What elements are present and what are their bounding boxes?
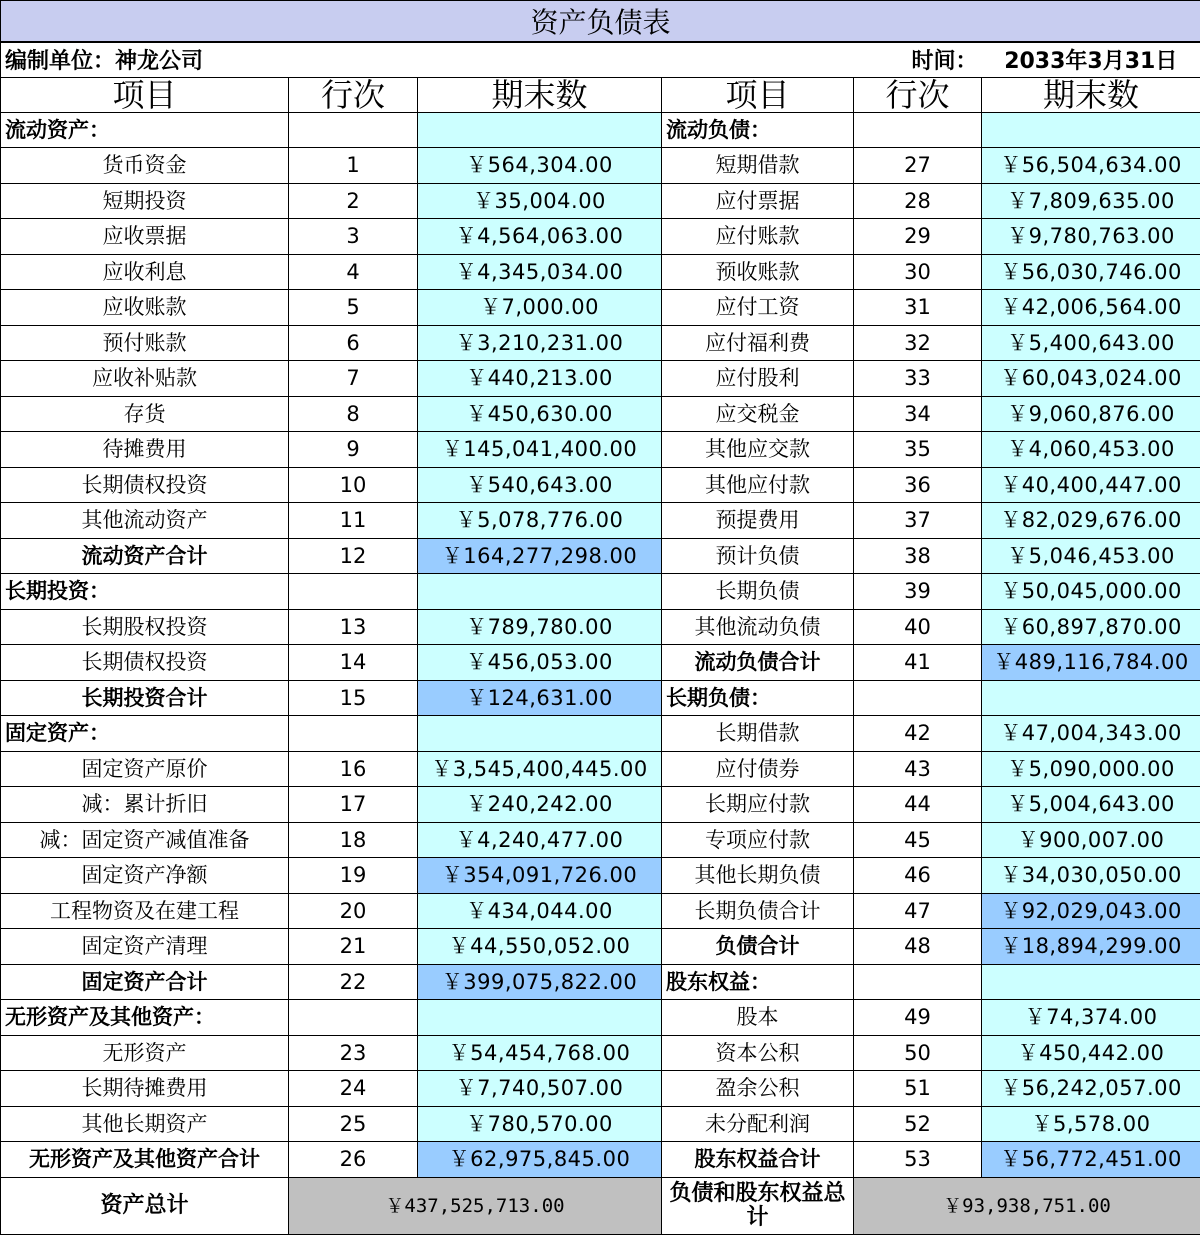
row-number: 31 bbox=[854, 290, 982, 326]
item-name: 流动资产合计 bbox=[1, 538, 289, 574]
item-name: 其他长期负债 bbox=[662, 858, 854, 894]
item-name: 长期股权投资 bbox=[1, 609, 289, 645]
row-number: 33 bbox=[854, 361, 982, 397]
row-number: 29 bbox=[854, 219, 982, 255]
table-row bbox=[1, 645, 1200, 681]
item-name: 应付股利 bbox=[662, 361, 854, 397]
company-label: 编制单位：神龙公司 bbox=[1, 42, 289, 77]
item-name: 应收利息 bbox=[1, 254, 289, 290]
table-row bbox=[1, 361, 1200, 397]
item-name: 资本公积 bbox=[662, 1035, 854, 1071]
period-end-value[interactable]: ￥4,240,477.00 bbox=[418, 822, 662, 858]
table-row bbox=[1, 751, 1200, 787]
table-row bbox=[1, 1106, 1200, 1142]
row-number: 51 bbox=[854, 1071, 982, 1107]
item-name: 盈余公积 bbox=[662, 1071, 854, 1107]
title-row bbox=[1, 1, 1200, 43]
period-end-value[interactable]: ￥564,304.00 bbox=[418, 148, 662, 184]
table-row bbox=[1, 680, 1200, 716]
table-row bbox=[1, 432, 1200, 468]
table-row bbox=[1, 396, 1200, 432]
table-row bbox=[1, 467, 1200, 503]
period-end-value[interactable]: ￥60,043,024.00 bbox=[982, 361, 1200, 397]
table-row bbox=[1, 254, 1200, 290]
period-end-value[interactable]: ￥240,242.00 bbox=[418, 787, 662, 823]
row-number: 36 bbox=[854, 467, 982, 503]
period-end-value[interactable]: ￥3,210,231.00 bbox=[418, 325, 662, 361]
table-row bbox=[1, 1000, 1200, 1036]
item-name: 无形资产及其他资产： bbox=[1, 1000, 289, 1036]
meta-spacer bbox=[418, 42, 662, 77]
period-end-value[interactable]: ￥450,630.00 bbox=[418, 396, 662, 432]
table-row bbox=[1, 1035, 1200, 1071]
date-label: 时间： bbox=[854, 42, 982, 77]
row-number: 25 bbox=[289, 1106, 418, 1142]
period-end-value[interactable] bbox=[982, 112, 1200, 148]
row-number: 41 bbox=[854, 645, 982, 681]
item-name: 减：固定资产减值准备 bbox=[1, 822, 289, 858]
row-number: 37 bbox=[854, 503, 982, 539]
row-number: 53 bbox=[854, 1142, 982, 1178]
row-number: 3 bbox=[289, 219, 418, 255]
row-number: 24 bbox=[289, 1071, 418, 1107]
row-number: 26 bbox=[289, 1142, 418, 1178]
period-end-value[interactable]: ￥42,006,564.00 bbox=[982, 290, 1200, 326]
item-name: 流动负债合计 bbox=[662, 645, 854, 681]
item-name: 流动资产： bbox=[1, 112, 289, 148]
row-number: 9 bbox=[289, 432, 418, 468]
period-end-value[interactable]: ￥434,044.00 bbox=[418, 893, 662, 929]
table-row bbox=[1, 112, 1200, 148]
period-end-value[interactable]: ￥62,975,845.00 bbox=[418, 1142, 662, 1178]
item-name: 减：累计折旧 bbox=[1, 787, 289, 823]
item-name: 固定资产清理 bbox=[1, 929, 289, 965]
row-number: 8 bbox=[289, 396, 418, 432]
row-number: 6 bbox=[289, 325, 418, 361]
item-name: 长期投资： bbox=[1, 574, 289, 610]
period-end-value[interactable]: ￥56,504,634.00 bbox=[982, 148, 1200, 184]
item-name: 股东权益： bbox=[662, 964, 854, 1000]
item-name: 应付福利费 bbox=[662, 325, 854, 361]
item-name: 存货 bbox=[1, 396, 289, 432]
item-name: 预付账款 bbox=[1, 325, 289, 361]
row-number: 42 bbox=[854, 716, 982, 752]
item-name: 固定资产合计 bbox=[1, 964, 289, 1000]
row-number: 46 bbox=[854, 858, 982, 894]
row-number bbox=[854, 964, 982, 1000]
period-end-value[interactable]: ￥4,345,034.00 bbox=[418, 254, 662, 290]
row-number bbox=[289, 716, 418, 752]
period-end-value[interactable] bbox=[418, 1000, 662, 1036]
period-end-value[interactable]: ￥7,740,507.00 bbox=[418, 1071, 662, 1107]
item-name: 预提费用 bbox=[662, 503, 854, 539]
item-name: 其他长期资产 bbox=[1, 1106, 289, 1142]
item-name: 工程物资及在建工程 bbox=[1, 893, 289, 929]
period-end-value[interactable]: ￥456,053.00 bbox=[418, 645, 662, 681]
liab-equity-total-label: 负债和股东权益总计 bbox=[662, 1177, 854, 1234]
period-end-value[interactable]: ￥5,078,776.00 bbox=[418, 503, 662, 539]
item-name: 应收补贴款 bbox=[1, 361, 289, 397]
period-end-value[interactable]: ￥440,213.00 bbox=[418, 361, 662, 397]
period-end-value[interactable]: ￥18,894,299.00 bbox=[982, 929, 1200, 965]
row-number: 27 bbox=[854, 148, 982, 184]
row-number: 47 bbox=[854, 893, 982, 929]
period-end-value[interactable]: ￥5,046,453.00 bbox=[982, 538, 1200, 574]
period-end-value[interactable]: ￥489,116,784.00 bbox=[982, 645, 1200, 681]
table-row bbox=[1, 219, 1200, 255]
meta-spacer bbox=[662, 42, 854, 77]
item-name: 长期负债 bbox=[662, 574, 854, 610]
row-number: 7 bbox=[289, 361, 418, 397]
item-name: 预计负债 bbox=[662, 538, 854, 574]
table-row bbox=[1, 574, 1200, 610]
period-end-value[interactable]: ￥7,809,635.00 bbox=[982, 183, 1200, 219]
table-row bbox=[1, 183, 1200, 219]
table-row bbox=[1, 893, 1200, 929]
period-end-value[interactable]: ￥164,277,298.00 bbox=[418, 538, 662, 574]
row-number: 49 bbox=[854, 1000, 982, 1036]
header-row-no-left: 行次 bbox=[289, 77, 418, 112]
item-name: 短期借款 bbox=[662, 148, 854, 184]
row-number: 16 bbox=[289, 751, 418, 787]
row-number: 20 bbox=[289, 893, 418, 929]
item-name: 其他流动资产 bbox=[1, 503, 289, 539]
period-end-value[interactable] bbox=[982, 964, 1200, 1000]
period-end-value[interactable]: ￥354,091,726.00 bbox=[418, 858, 662, 894]
row-number: 12 bbox=[289, 538, 418, 574]
item-name: 长期负债合计 bbox=[662, 893, 854, 929]
row-number: 11 bbox=[289, 503, 418, 539]
row-number: 40 bbox=[854, 609, 982, 645]
row-number: 32 bbox=[854, 325, 982, 361]
period-end-value[interactable]: ￥40,400,447.00 bbox=[982, 467, 1200, 503]
item-name: 其他流动负债 bbox=[662, 609, 854, 645]
row-number: 18 bbox=[289, 822, 418, 858]
item-name: 专项应付款 bbox=[662, 822, 854, 858]
period-end-value[interactable]: ￥5,004,643.00 bbox=[982, 787, 1200, 823]
grand-total-row bbox=[1, 1177, 1200, 1234]
row-number: 1 bbox=[289, 148, 418, 184]
row-number: 38 bbox=[854, 538, 982, 574]
table-row bbox=[1, 609, 1200, 645]
item-name: 其他应交款 bbox=[662, 432, 854, 468]
item-name: 股东权益合计 bbox=[662, 1142, 854, 1178]
row-number: 21 bbox=[289, 929, 418, 965]
item-name: 长期应付款 bbox=[662, 787, 854, 823]
period-end-value[interactable] bbox=[418, 716, 662, 752]
table-row bbox=[1, 1071, 1200, 1107]
period-end-value[interactable]: ￥47,004,343.00 bbox=[982, 716, 1200, 752]
header-value-left: 期末数 bbox=[418, 77, 662, 112]
period-end-value[interactable]: ￥82,029,676.00 bbox=[982, 503, 1200, 539]
item-name: 固定资产原价 bbox=[1, 751, 289, 787]
table-row bbox=[1, 858, 1200, 894]
assets-total-label: 资产总计 bbox=[1, 1177, 289, 1234]
row-number: 52 bbox=[854, 1106, 982, 1142]
period-end-value[interactable]: ￥44,550,052.00 bbox=[418, 929, 662, 965]
period-end-value[interactable]: ￥7,000.00 bbox=[418, 290, 662, 326]
period-end-value[interactable]: ￥540,643.00 bbox=[418, 467, 662, 503]
item-name: 无形资产及其他资产合计 bbox=[1, 1142, 289, 1178]
row-number: 43 bbox=[854, 751, 982, 787]
row-number: 22 bbox=[289, 964, 418, 1000]
row-number: 30 bbox=[854, 254, 982, 290]
table-row bbox=[1, 148, 1200, 184]
period-end-value[interactable]: ￥124,631.00 bbox=[418, 680, 662, 716]
row-number: 45 bbox=[854, 822, 982, 858]
table-row bbox=[1, 1142, 1200, 1178]
header-row bbox=[1, 77, 1200, 112]
item-name: 长期负债： bbox=[662, 680, 854, 716]
item-name: 长期借款 bbox=[662, 716, 854, 752]
liab-equity-total-value: ￥93,938,751.00 bbox=[854, 1177, 1200, 1234]
item-name: 固定资产净额 bbox=[1, 858, 289, 894]
table-row bbox=[1, 325, 1200, 361]
item-name: 待摊费用 bbox=[1, 432, 289, 468]
header-item-left: 项目 bbox=[1, 77, 289, 112]
period-end-value[interactable]: ￥74,374.00 bbox=[982, 1000, 1200, 1036]
period-end-value[interactable]: ￥34,030,050.00 bbox=[982, 858, 1200, 894]
row-number: 2 bbox=[289, 183, 418, 219]
item-name: 应付工资 bbox=[662, 290, 854, 326]
item-name: 负债合计 bbox=[662, 929, 854, 965]
item-name: 无形资产 bbox=[1, 1035, 289, 1071]
table-row bbox=[1, 503, 1200, 539]
row-number bbox=[289, 1000, 418, 1036]
row-number bbox=[854, 112, 982, 148]
period-end-value[interactable]: ￥50,045,000.00 bbox=[982, 574, 1200, 610]
period-end-value[interactable]: ￥780,570.00 bbox=[418, 1106, 662, 1142]
item-name: 应付账款 bbox=[662, 219, 854, 255]
row-number: 15 bbox=[289, 680, 418, 716]
period-end-value[interactable]: ￥60,897,870.00 bbox=[982, 609, 1200, 645]
period-end-value[interactable]: ￥35,004.00 bbox=[418, 183, 662, 219]
period-end-value[interactable] bbox=[418, 112, 662, 148]
row-number: 13 bbox=[289, 609, 418, 645]
period-end-value[interactable]: ￥4,564,063.00 bbox=[418, 219, 662, 255]
table-row bbox=[1, 787, 1200, 823]
table-row bbox=[1, 822, 1200, 858]
period-end-value[interactable]: ￥9,780,763.00 bbox=[982, 219, 1200, 255]
item-name: 固定资产： bbox=[1, 716, 289, 752]
item-name: 应付票据 bbox=[662, 183, 854, 219]
item-name: 长期债权投资 bbox=[1, 467, 289, 503]
period-end-value[interactable]: ￥4,060,453.00 bbox=[982, 432, 1200, 468]
period-end-value[interactable]: ￥9,060,876.00 bbox=[982, 396, 1200, 432]
meta-spacer bbox=[289, 42, 418, 77]
table-row bbox=[1, 964, 1200, 1000]
header-row-no-right: 行次 bbox=[854, 77, 982, 112]
period-end-value[interactable]: ￥56,772,451.00 bbox=[982, 1142, 1200, 1178]
row-number: 5 bbox=[289, 290, 418, 326]
date-value: 2033年3月31日 bbox=[982, 42, 1200, 77]
table-row bbox=[1, 716, 1200, 752]
row-number: 19 bbox=[289, 858, 418, 894]
period-end-value[interactable]: ￥789,780.00 bbox=[418, 609, 662, 645]
period-end-value[interactable] bbox=[418, 574, 662, 610]
period-end-value[interactable]: ￥399,075,822.00 bbox=[418, 964, 662, 1000]
meta-row bbox=[1, 42, 1200, 77]
period-end-value[interactable]: ￥3,545,400,445.00 bbox=[418, 751, 662, 787]
row-number: 50 bbox=[854, 1035, 982, 1071]
item-name: 应付债券 bbox=[662, 751, 854, 787]
row-number: 35 bbox=[854, 432, 982, 468]
period-end-value[interactable]: ￥5,400,643.00 bbox=[982, 325, 1200, 361]
table-row bbox=[1, 929, 1200, 965]
assets-total-value: ￥437,525,713.00 bbox=[289, 1177, 662, 1234]
item-name: 长期待摊费用 bbox=[1, 1071, 289, 1107]
row-number: 14 bbox=[289, 645, 418, 681]
period-end-value[interactable]: ￥54,454,768.00 bbox=[418, 1035, 662, 1071]
row-number: 39 bbox=[854, 574, 982, 610]
row-number: 44 bbox=[854, 787, 982, 823]
item-name: 长期债权投资 bbox=[1, 645, 289, 681]
sheet-title: 资产负债表 bbox=[1, 1, 1200, 43]
period-end-value[interactable]: ￥900,007.00 bbox=[982, 822, 1200, 858]
item-name: 应收账款 bbox=[1, 290, 289, 326]
period-end-value[interactable]: ￥56,030,746.00 bbox=[982, 254, 1200, 290]
table-row bbox=[1, 290, 1200, 326]
period-end-value[interactable]: ￥450,442.00 bbox=[982, 1035, 1200, 1071]
item-name: 货币资金 bbox=[1, 148, 289, 184]
period-end-value[interactable] bbox=[982, 680, 1200, 716]
period-end-value[interactable]: ￥5,578.00 bbox=[982, 1106, 1200, 1142]
row-number: 48 bbox=[854, 929, 982, 965]
item-name: 应收票据 bbox=[1, 219, 289, 255]
item-name: 其他应付款 bbox=[662, 467, 854, 503]
row-number: 4 bbox=[289, 254, 418, 290]
item-name: 长期投资合计 bbox=[1, 680, 289, 716]
item-name: 短期投资 bbox=[1, 183, 289, 219]
row-number: 34 bbox=[854, 396, 982, 432]
row-number: 10 bbox=[289, 467, 418, 503]
period-end-value[interactable]: ￥92,029,043.00 bbox=[982, 893, 1200, 929]
period-end-value[interactable]: ￥5,090,000.00 bbox=[982, 751, 1200, 787]
item-name: 股本 bbox=[662, 1000, 854, 1036]
row-number bbox=[289, 112, 418, 148]
period-end-value[interactable]: ￥145,041,400.00 bbox=[418, 432, 662, 468]
row-number: 23 bbox=[289, 1035, 418, 1071]
item-name: 流动负债： bbox=[662, 112, 854, 148]
table-row bbox=[1, 538, 1200, 574]
item-name: 应交税金 bbox=[662, 396, 854, 432]
header-value-right: 期末数 bbox=[982, 77, 1200, 112]
header-item-right: 项目 bbox=[662, 77, 854, 112]
period-end-value[interactable]: ￥56,242,057.00 bbox=[982, 1071, 1200, 1107]
row-number: 17 bbox=[289, 787, 418, 823]
row-number bbox=[854, 680, 982, 716]
row-number: 28 bbox=[854, 183, 982, 219]
item-name: 未分配利润 bbox=[662, 1106, 854, 1142]
item-name: 预收账款 bbox=[662, 254, 854, 290]
row-number bbox=[289, 574, 418, 610]
